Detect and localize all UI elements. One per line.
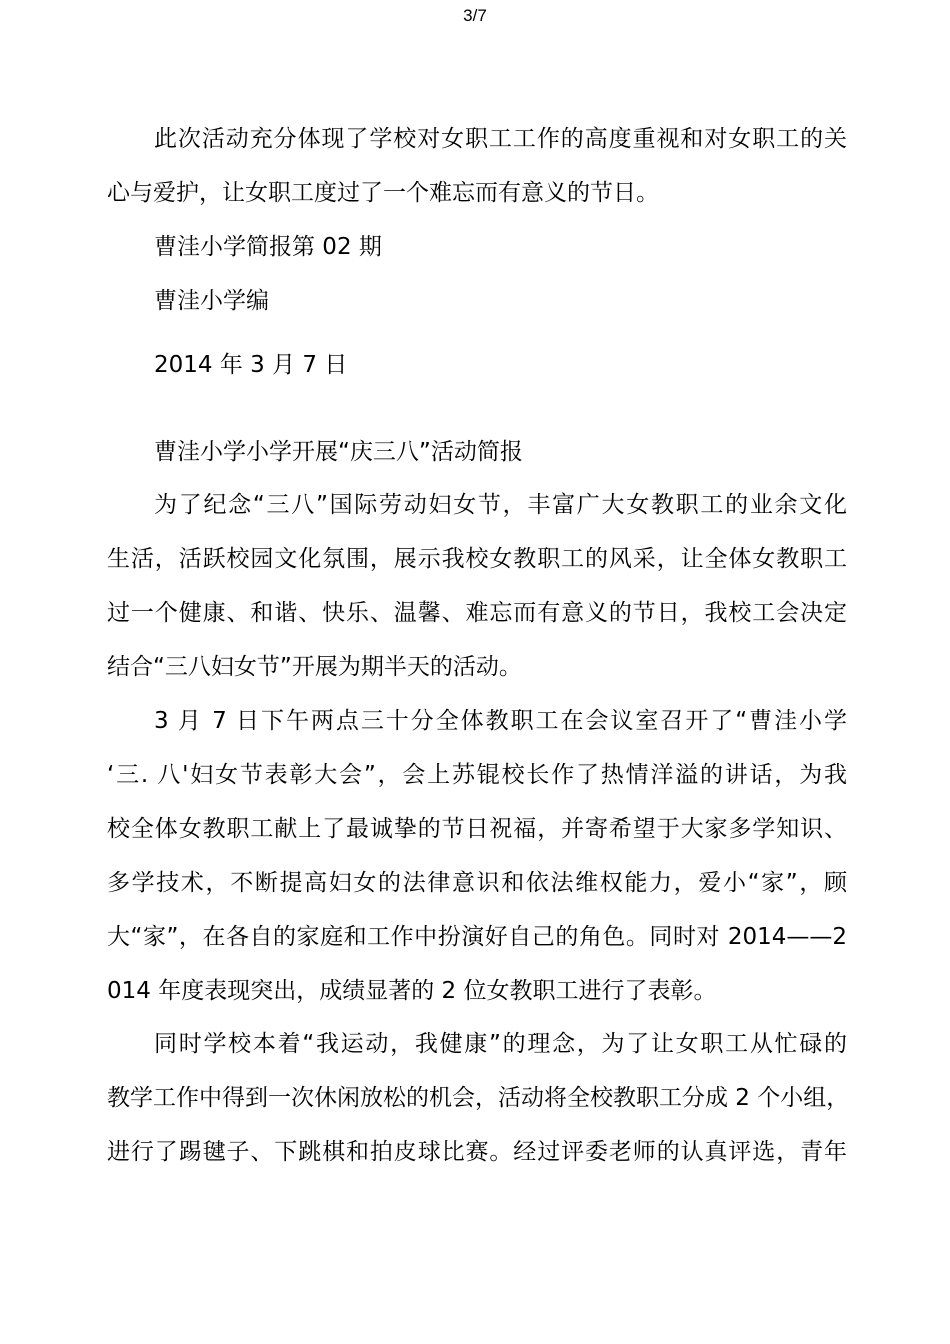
text-line: 进行了踢毽子、下跳棋和拍皮球比赛。经过评委老师的认真评选，青年 — [107, 1139, 847, 1165]
page-number: 3/7 — [463, 6, 487, 25]
text-line: 结合“三八妇女节”开展为期半天的活动。 — [107, 654, 522, 680]
intro-paragraph — [107, 125, 847, 233]
text-line: 014 年度表现突出，成绩显著的 2 位女教职工进行了表彰。 — [107, 978, 717, 1004]
text-line: 教学工作中得到一次休闲放松的机会，活动将全校教职工分成 2 个小组， — [107, 1085, 850, 1111]
text-line: 3 月 7 日下午两点三十分全体教职工在会议室召开了“曹洼小学 — [154, 708, 847, 734]
text-line: 生活，活跃校园文化氛围，展示我校女教职工的风采，让全体女教职工 — [107, 546, 847, 572]
text-line: 校全体女教职工献上了最诚挚的节日祝福，并寄希望于大家多学知识、 — [107, 816, 847, 842]
text-line: 同时学校本着“我运动，我健康”的理念，为了让女职工从忙碌的 — [154, 1031, 847, 1057]
article-title: 曹洼小学小学开展“庆三八”活动简报 — [154, 439, 523, 465]
text-line: 此次活动充分体现了学校对女职工工作的高度重视和对女职工的关 — [154, 126, 847, 152]
editor-label: 曹洼小学编 — [154, 288, 269, 314]
text-line: 多学技术，不断提高妇女的法律意识和依法维权能力，爱小“家”，顾 — [107, 870, 847, 896]
text-line: 心与爱护，让女职工度过了一个难忘而有意义的节日。 — [107, 180, 659, 206]
date-label: 2014 年 3 月 7 日 — [154, 352, 348, 378]
text-line: 为了纪念“三八”国际劳动妇女节，丰富广大女教职工的业余文化 — [154, 492, 847, 518]
text-line: 大“家”，在各自的家庭和工作中扮演好自己的角色。同时对 2014——2 — [107, 924, 847, 950]
article-paragraph-1 — [107, 491, 847, 707]
article-paragraph-3 — [107, 1030, 850, 1192]
article-paragraph-2 — [107, 707, 847, 1031]
text-line: ‘三. 八'妇女节表彰大会”，会上苏锟校长作了热情洋溢的讲话，为我 — [107, 762, 847, 788]
text-line: 过一个健康、和谐、快乐、温馨、难忘而有意义的节日，我校工会决定 — [107, 600, 847, 626]
issue-label: 曹洼小学简报第 02 期 — [154, 234, 382, 260]
